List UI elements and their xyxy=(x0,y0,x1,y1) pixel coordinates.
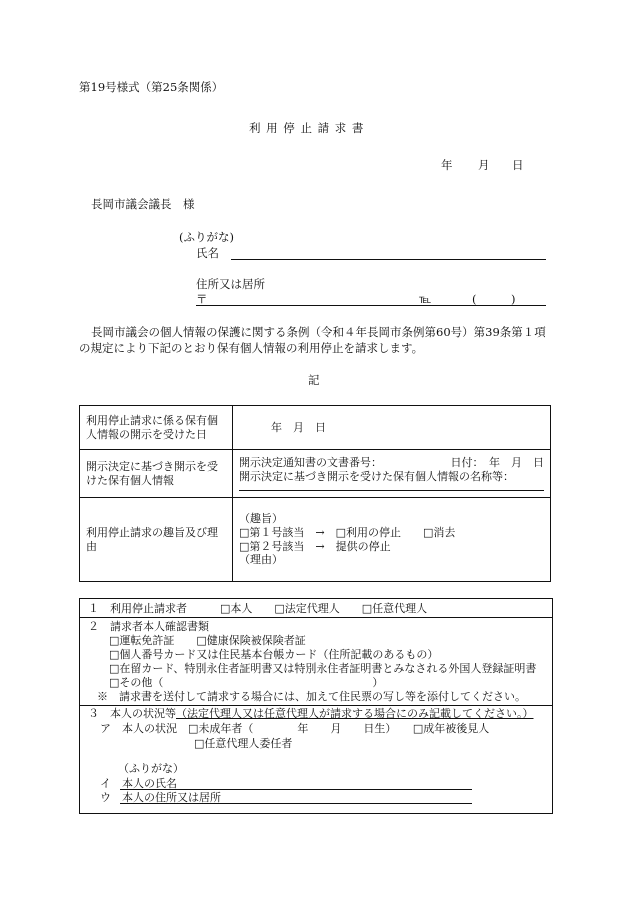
request-details-table xyxy=(79,405,551,582)
purpose-reason-label: 利用停止請求の趣旨及び理 由 xyxy=(80,498,233,582)
id-doc-option-2[interactable]: □個人番号カード又は住民基本台帳カード（住所記載のあるもの） xyxy=(109,648,439,661)
principal-address-label: 本人の住所又は居所 xyxy=(122,791,221,804)
form-number: 第19号様式（第25条関係） xyxy=(79,80,224,94)
principal-status-row[interactable]: ア 本人の状況 □未成年者（ 年 月 日生） □成年被後見人 xyxy=(100,722,490,735)
requester-type-row[interactable]: １ 利用停止請求者 □本人 □法定代理人 □任意代理人 xyxy=(88,602,428,615)
body-text-line2: の規定により下記のとおり保有個人情報の利用停止を請求します。 xyxy=(79,341,424,355)
applicant-furigana-label: (ふりがな) xyxy=(179,230,234,244)
applicant-name-label: 氏名 xyxy=(196,246,219,260)
principal-name-line[interactable] xyxy=(120,789,472,790)
ki-heading: 記 xyxy=(308,373,320,387)
id-doc-option-3[interactable]: □在留カード、特別永住者証明書又は特別永住者証明書とみなされる外国人登録証明書 xyxy=(109,662,537,675)
disclosure-date-label: 利用停止請求に係る保有個 人情報の開示を受けた日 xyxy=(80,406,233,450)
principal-name-label: 本人の氏名 xyxy=(122,777,177,790)
principal-status-row-2[interactable]: □任意代理人委任者 xyxy=(194,737,293,750)
postal-mark: 〒 xyxy=(196,292,208,306)
clause2-option-row[interactable]: □第２号該当 → 提供の停止 xyxy=(239,539,391,553)
principal-furigana-label: （ふりがな） xyxy=(118,762,184,775)
principal-name-mark: イ xyxy=(100,777,111,790)
page-title: 利 用 停 止 請 求 書 xyxy=(249,121,365,135)
date-year: 年 xyxy=(441,158,453,172)
date-month: 月 xyxy=(478,158,490,172)
body-text-line1: 長岡市議会の個人情報の保護に関する条例（令和４年長岡市条例第60号）第39条第１項 xyxy=(91,325,546,339)
principal-address-line[interactable] xyxy=(120,803,472,804)
id-doc-option-1[interactable]: □運転免許証 □健康保険被保険者証 xyxy=(109,634,306,647)
applicant-name-line[interactable] xyxy=(231,259,546,260)
purpose-reason-field[interactable]: （趣旨） □第１号該当 → □利用の停止 □消去 □第２号該当 → 提供の停止 （理由） xyxy=(233,498,551,582)
clause1-option-row[interactable]: □第１号該当 → □利用の停止 □消去 xyxy=(239,525,456,539)
applicant-address-line[interactable] xyxy=(196,305,546,306)
id-documents-heading: ２ 請求者本人確認書類 xyxy=(88,620,209,633)
tel-icon: ℡ xyxy=(419,292,432,306)
id-doc-note: ※ 請求書を送付して請求する場合には、加えて住民票の写し等を添付してください。 xyxy=(97,690,526,703)
date-day: 日 xyxy=(512,158,524,172)
principal-address-mark: ウ xyxy=(100,791,111,804)
addressee: 長岡市議会議長 様 xyxy=(91,197,195,211)
applicant-address-label: 住所又は居所 xyxy=(196,277,265,291)
id-doc-option-other[interactable]: □その他（ ） xyxy=(109,676,384,689)
principal-status-heading: ３ 本人の状況等（法定代理人又は任意代理人が請求する場合にのみ記載してください。） xyxy=(88,707,534,720)
requester-info-box xyxy=(79,598,553,814)
disclosed-info-label: 開示決定に基づき開示を受 けた保有個人情報 xyxy=(80,450,233,498)
disclosed-info-field[interactable]: 開示決定通知書の文書番号： 日付： 年 月 日 開示決定に基づき開示を受けた保有個人情報の名称等： xyxy=(233,450,551,498)
tel-area-code: ( ) xyxy=(472,292,516,306)
disclosure-date-field[interactable]: 年 月 日 xyxy=(233,406,551,450)
